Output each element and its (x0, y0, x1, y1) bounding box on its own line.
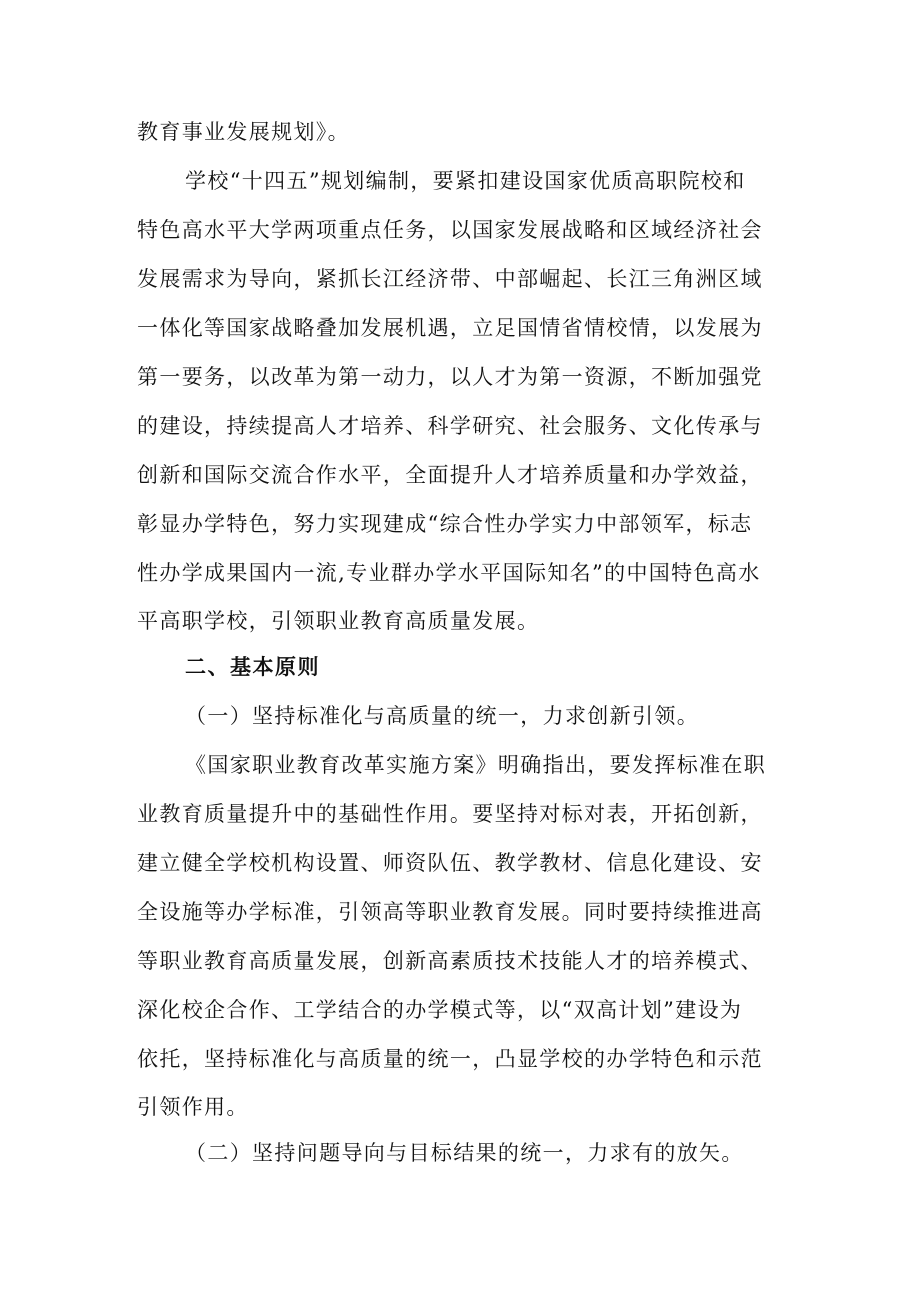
paragraph-line: 性办学成果国内一流,专业群办学水平国际知名”的中国特色高水 (137, 561, 761, 585)
paragraph-line: 一体化等国家战略叠加发展机遇，立足国情省情校情，以发展为 (137, 316, 763, 340)
paragraph-line: 创新和国际交流合作水平，全面提升人才培养质量和办学效益， (137, 463, 763, 487)
subsection-heading: （二）坚持问题导向与目标结果的统一，力求有的放矢。 (185, 1141, 744, 1165)
paragraph-line: 彰显办学特色，努力实现建成“综合性办学实力中部领军，标志 (137, 512, 753, 536)
paragraph-line: 建立健全学校机构设置、师资队伍、教学教材、信息化建设、安 (137, 851, 763, 875)
paragraph-line: 教育事业发展规划》。 (137, 120, 350, 144)
paragraph-line: 《国家职业教育改革实施方案》明确指出，要发挥标准在职 (185, 753, 767, 777)
paragraph-line: 等职业教育高质量发展，创新高素质技术技能人才的培养模式、 (137, 949, 763, 973)
paragraph-line: 第一要务，以改革为第一动力，以人才为第一资源，不断加强党 (137, 365, 763, 389)
paragraph-line: 全设施等办学标准，引领高等职业教育发展。同时要持续推进高 (137, 900, 763, 924)
paragraph-line: 发展需求为导向，紧抓长江经济带、中部崛起、长江三角洲区域 (137, 267, 763, 291)
subsection-heading: （一）坚持标准化与高质量的统一，力求创新引领。 (185, 704, 700, 728)
paragraph-line: 特色高水平大学两项重点任务，以国家发展战略和区域经济社会 (137, 218, 763, 242)
paragraph-line: 依托，坚持标准化与高质量的统一，凸显学校的办学特色和示范 (137, 1047, 763, 1071)
section-heading: 二、基本原则 (185, 655, 320, 679)
paragraph-line: 学校“十四五”规划编制，要紧扣建设国家优质高职院校和 (185, 169, 746, 193)
paragraph-line: 的建设，持续提高人才培养、科学研究、社会服务、文化传承与 (137, 414, 763, 438)
paragraph-line: 深化校企合作、工学结合的办学模式等，以“双高计划”建设为 (137, 998, 743, 1022)
paragraph-line: 引领作用。 (137, 1095, 249, 1119)
paragraph-line: 平高职学校，引领职业教育高质量发展。 (137, 609, 540, 633)
paragraph-line: 业教育质量提升中的基础性作用。要坚持对标对表，开拓创新， (137, 802, 763, 826)
